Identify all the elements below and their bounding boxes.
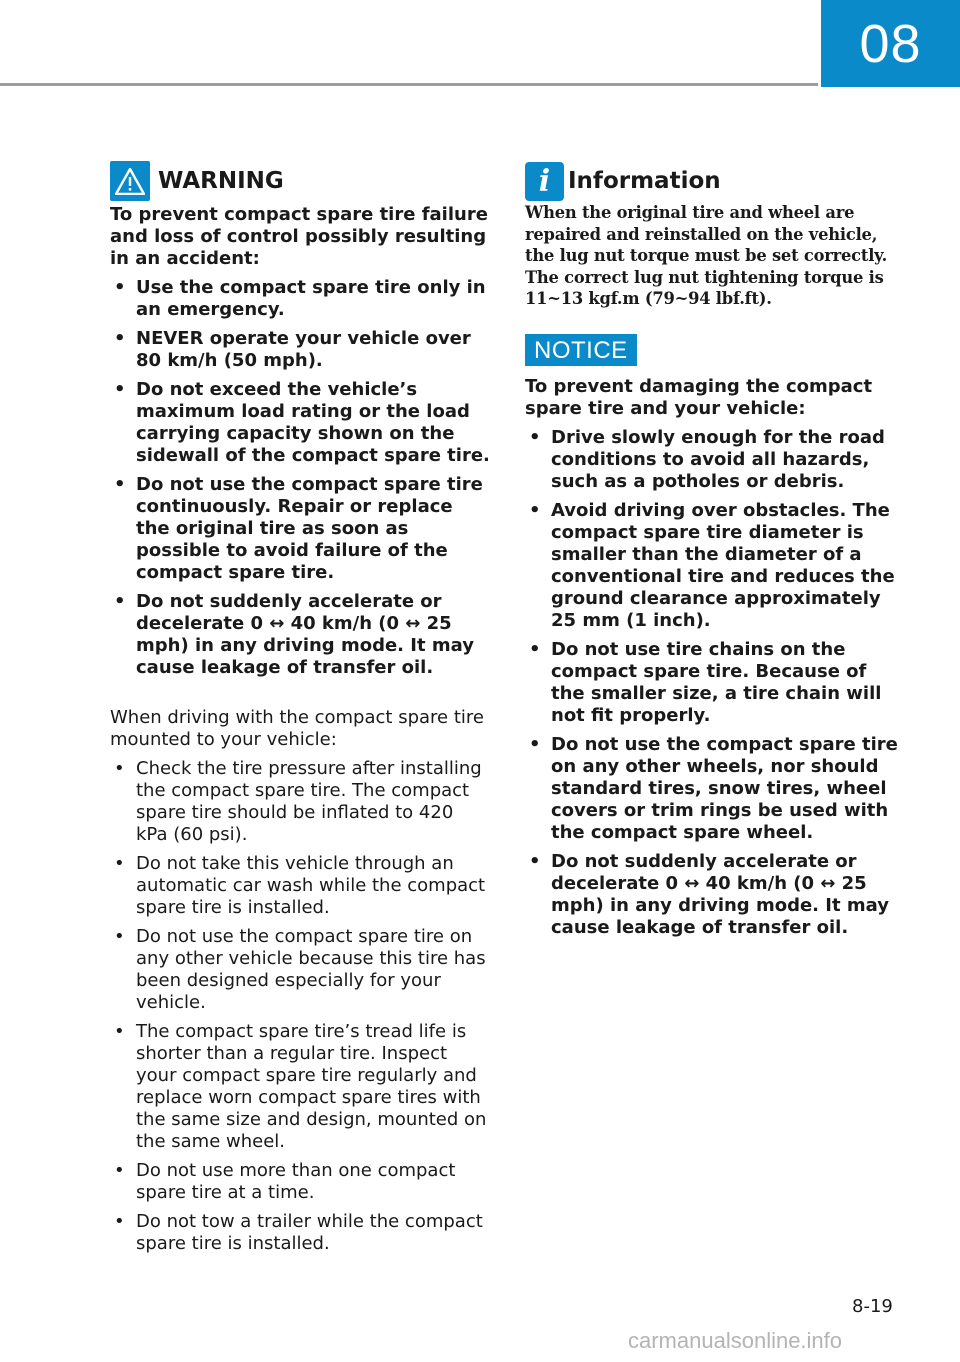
watermark-link[interactable]: carmanualsonline.info	[628, 1328, 843, 1353]
notice-item-text: Avoid driving over obstacles. The compact spare tire diameter is smaller than the diameter of a conventional tire and reduces the ground clearance approximately 25 mm (1 inch).	[551, 499, 895, 631]
notice-list	[525, 427, 905, 939]
list-item: • Do not use tire chains on the compact spare tire. Because of the smaller size, a tire chain will not fit properly.	[529, 638, 882, 726]
driving-item-text: Do not use the compact spare tire on any other vehicle because this tire has been designed especially for your vehicle.	[136, 926, 486, 1013]
driving-item-text: Check the tire pressure after installing the compact spare tire. The compact spare tire should be inflated to 420 kPa (60 psi).	[136, 758, 482, 845]
page-number: 8-19	[852, 1296, 893, 1317]
information-header	[525, 160, 905, 202]
notice-badge: NOTICE	[525, 334, 637, 366]
left-column	[110, 160, 490, 1255]
warning-item-text: Do not use the compact spare tire continuously. Repair or replace the original tire as soon as possible to avoid failure of the compact spare tire.	[136, 474, 483, 583]
header-rule	[0, 83, 818, 86]
warning-item-text: Do not exceed the vehicle’s maximum load rating or the load carrying capacity shown on the sidewall of the compact spare tire.	[136, 379, 490, 466]
right-column	[525, 160, 905, 939]
driving-lead: When driving with the compact spare tire mounted to your vehicle:	[110, 707, 484, 750]
driving-item-text: Do not tow a trailer while the compact spare tire is installed.	[136, 1211, 483, 1254]
warning-item-text: NEVER operate your vehicle over 80 km/h (50 mph).	[136, 328, 471, 371]
list-item: • NEVER operate your vehicle over 80 km/h (50 mph).	[114, 328, 471, 371]
list-item: • Do not exceed the vehicle’s maximum load rating or the load carrying capacity shown on the sidewall of the compact spare tire.	[114, 379, 490, 466]
warning-list	[110, 277, 490, 679]
driving-item-text: Do not take this vehicle through an automatic car wash while the compact spare tire is installed.	[136, 853, 486, 918]
warning-title: WARNING	[158, 168, 284, 194]
warning-item-text: Do not suddenly accelerate or decelerate 0 ↔ 40 km/h (0 ↔ 25 mph) in any driving mode. It may cause leakage of transfer oil.	[136, 591, 474, 678]
information-icon: i	[525, 162, 564, 201]
warning-triangle-icon	[110, 161, 150, 201]
list-item: • Do not tow a trailer while the compact spare tire is installed.	[114, 1211, 483, 1254]
list-item: • Check the tire pressure after installing the compact spare tire. The compact spare tire should be inflated to 420 kPa (60 psi).	[114, 758, 482, 845]
driving-item-text: The compact spare tire’s tread life is shorter than a regular tire. Inspect your compact spare tire regularly and replace worn compact spare tires with the same size and design, mounted on the same wheel.	[136, 1021, 487, 1152]
driving-list	[110, 758, 490, 1255]
list-item: • Do not take this vehicle through an automatic car wash while the compact spare tire is installed.	[114, 853, 486, 918]
list-item: • Avoid driving over obstacles. The compact spare tire diameter is smaller than the diameter of a conventional tire and reduces the ground clearance approximately 25 mm (1 inch).	[529, 499, 895, 631]
notice-item-text: Do not use the compact spare tire on any other wheels, nor should standard tires, snow tires, wheel covers or trim rings be used with the compact spare wheel.	[551, 733, 898, 843]
chapter-tab	[821, 0, 960, 87]
driving-item-text: Do not use more than one compact spare tire at a time.	[136, 1160, 456, 1203]
warning-lead: To prevent compact spare tire failure and loss of control possibly resulting in an accident:	[110, 204, 488, 269]
list-item: • Do not suddenly accelerate or decelerate 0 ↔ 40 km/h (0 ↔ 25 mph) in any driving mode. It may cause leakage of transfer oil.	[529, 850, 889, 938]
notice-item-text: Do not use tire chains on the compact spare tire. Because of the smaller size, a tire chain will not fit properly.	[551, 638, 882, 726]
notice-box	[525, 334, 905, 366]
notice-item-text: Drive slowly enough for the road conditions to avoid all hazards, such as a potholes or debris.	[551, 426, 885, 492]
list-item: • Drive slowly enough for the road conditions to avoid all hazards, such as a potholes or debris.	[529, 426, 885, 492]
chapter-number: 08	[859, 13, 922, 74]
notice-lead: To prevent damaging the compact spare tire and your vehicle:	[525, 375, 873, 419]
list-item: • Do not use the compact spare tire on any other vehicle because this tire has been designed especially for your vehicle.	[114, 926, 486, 1013]
list-item: • Do not use the compact spare tire continuously. Repair or replace the original tire as soon as possible to avoid failure of the compact spare tire.	[114, 474, 483, 583]
list-item: • Do not suddenly accelerate or decelerate 0 ↔ 40 km/h (0 ↔ 25 mph) in any driving mode. It may cause leakage of transfer oil.	[114, 591, 474, 678]
warning-header	[110, 160, 490, 202]
information-title: Information	[568, 168, 721, 194]
list-item: • The compact spare tire’s tread life is shorter than a regular tire. Inspect your compact spare tire regularly and replace worn compact spare tires with the same size and design, mounted on the same wheel.	[114, 1021, 487, 1152]
list-item: • Do not use the compact spare tire on any other wheels, nor should standard tires, snow tires, wheel covers or trim rings be used with the compact spare wheel.	[529, 733, 898, 843]
information-body: When the original tire and wheel are repaired and reinstalled on the vehicle, the lug nut torque must be set correctly. The correct lug nut tightening torque is 11~13 kgf.m (79~94 lbf.ft).	[525, 203, 888, 308]
warning-item-text: Use the compact spare tire only in an emergency.	[136, 277, 486, 320]
notice-item-text: Do not suddenly accelerate or decelerate 0 ↔ 40 km/h (0 ↔ 25 mph) in any driving mode. It may cause leakage of transfer oil.	[551, 850, 889, 938]
list-item: • Do not use more than one compact spare tire at a time.	[114, 1160, 456, 1203]
list-item: • Use the compact spare tire only in an emergency.	[114, 277, 486, 320]
